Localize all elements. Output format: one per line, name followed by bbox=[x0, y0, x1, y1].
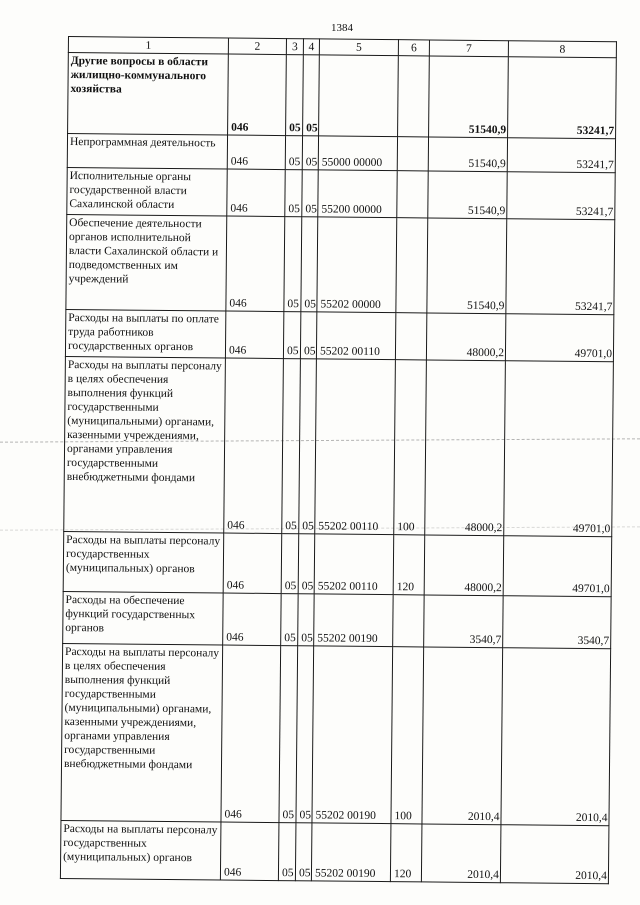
row-name: Расходы на обеспечение функций государственных органов bbox=[63, 591, 223, 645]
admin-code: 046 bbox=[223, 593, 281, 646]
expense-type-code bbox=[395, 313, 426, 360]
section-code: 05 bbox=[282, 359, 301, 534]
table-row bbox=[66, 214, 615, 314]
amount-year-2: 53241,7 bbox=[507, 172, 615, 220]
amount-year-1: 3540,7 bbox=[424, 595, 503, 648]
table-row bbox=[61, 643, 611, 825]
admin-code: 046 bbox=[225, 311, 283, 359]
amount-year-2: 3540,7 bbox=[503, 596, 611, 649]
section-code: 05 bbox=[281, 534, 299, 594]
expense-type-code bbox=[396, 218, 428, 313]
amount-year-1: 48000,2 bbox=[425, 360, 506, 536]
section-code: 05 bbox=[285, 170, 302, 217]
target-item-code: 55000 00000 bbox=[318, 136, 397, 171]
admin-code: 046 bbox=[226, 216, 285, 312]
section-code: 05 bbox=[285, 136, 302, 170]
column-header: 3 bbox=[286, 39, 303, 55]
column-header: 5 bbox=[319, 39, 398, 56]
table-row bbox=[67, 134, 615, 173]
amount-year-1: 51540,9 bbox=[428, 171, 507, 219]
row-name: Непрограммная деятельность bbox=[67, 134, 227, 170]
amount-year-2: 49701,0 bbox=[505, 314, 613, 362]
target-item-code: 55202 00110 bbox=[314, 534, 394, 595]
table-row bbox=[67, 167, 615, 219]
section-code: 05 bbox=[281, 594, 298, 646]
table-body bbox=[60, 53, 616, 884]
section-code: 05 bbox=[279, 646, 298, 823]
amount-year-1: 51540,9 bbox=[428, 137, 507, 172]
target-item-code: 55202 00190 bbox=[311, 823, 391, 882]
admin-code: 046 bbox=[227, 169, 285, 217]
row-name: Расходы на выплаты персоналу в целях обеспечения выполнения функций государственными (муниципальными) органами, казенными учреждениями, органами управления государственными внебюджетными фондами bbox=[64, 356, 226, 533]
amount-year-2: 49701,0 bbox=[503, 536, 612, 597]
amount-year-2: 53241,7 bbox=[506, 219, 615, 315]
amount-year-2: 49701,0 bbox=[504, 361, 614, 537]
row-name: Обеспечение деятельности органов исполнительной власти Сахалинской области и подведомственных им учреждений bbox=[66, 214, 227, 311]
column-header: 7 bbox=[429, 40, 508, 57]
target-item-code: 55202 00110 bbox=[315, 359, 396, 535]
row-name: Расходы на выплаты персоналу государственных (муниципальных) органов bbox=[63, 531, 224, 593]
table-row bbox=[63, 531, 612, 596]
expense-type-code bbox=[397, 171, 428, 218]
amount-year-2: 53241,7 bbox=[507, 138, 615, 173]
target-item-code: 55202 00000 bbox=[317, 217, 397, 313]
subsection-code: 05 bbox=[298, 534, 315, 594]
target-item-code: 55202 00190 bbox=[314, 594, 393, 647]
section-code: 05 bbox=[286, 55, 304, 136]
amount-year-1: 2010,4 bbox=[422, 647, 503, 825]
expense-type-code: 120 bbox=[390, 824, 422, 882]
admin-code: 046 bbox=[228, 54, 287, 136]
row-name: Исполнительные органы государственной власти Сахалинской области bbox=[67, 167, 227, 216]
subsection-code: 05 bbox=[296, 646, 314, 823]
subsection-code: 05 bbox=[300, 312, 316, 359]
column-header: 8 bbox=[508, 41, 616, 58]
column-header: 6 bbox=[398, 40, 429, 56]
subsection-code: 05 bbox=[295, 823, 312, 881]
target-item-code bbox=[319, 55, 399, 137]
amount-year-2: 2010,4 bbox=[501, 648, 611, 826]
table-row bbox=[68, 53, 617, 139]
column-header: 2 bbox=[228, 38, 286, 55]
section-code: 05 bbox=[283, 312, 300, 359]
expense-type-code bbox=[393, 595, 424, 647]
amount-year-1: 51540,9 bbox=[427, 218, 507, 314]
row-name: Другие вопросы в области жилищно-коммунального хозяйства bbox=[68, 53, 229, 136]
subsection-code: 05 bbox=[303, 55, 320, 136]
expense-type-code: 100 bbox=[394, 360, 427, 535]
column-header: 4 bbox=[303, 39, 319, 55]
amount-year-2: 2010,4 bbox=[500, 825, 609, 884]
admin-code: 046 bbox=[223, 533, 282, 594]
amount-year-1: 2010,4 bbox=[421, 824, 501, 883]
page-number: 1384 bbox=[331, 22, 353, 34]
subsection-code: 05 bbox=[299, 359, 317, 534]
table-row bbox=[63, 591, 611, 648]
section-code: 05 bbox=[278, 823, 296, 881]
admin-code: 046 bbox=[227, 135, 285, 170]
budget-table bbox=[60, 36, 617, 884]
table-row bbox=[60, 820, 609, 883]
column-header: 1 bbox=[68, 37, 228, 55]
table-row bbox=[65, 309, 613, 361]
amount-year-1: 48000,2 bbox=[426, 313, 505, 361]
subsection-code: 05 bbox=[298, 594, 314, 646]
target-item-code: 55202 00190 bbox=[312, 646, 393, 824]
expense-type-code: 100 bbox=[391, 647, 424, 824]
subsection-code: 05 bbox=[302, 136, 318, 170]
target-item-code: 55200 00000 bbox=[318, 170, 397, 218]
target-item-code: 55202 00110 bbox=[316, 312, 395, 360]
budget-table-container bbox=[60, 36, 616, 884]
admin-code: 046 bbox=[221, 645, 281, 823]
subsection-code: 05 bbox=[302, 170, 318, 217]
expense-type-code bbox=[398, 56, 430, 137]
row-name: Расходы на выплаты по оплате труда работников государственных органов bbox=[65, 309, 225, 358]
admin-code: 046 bbox=[220, 822, 279, 881]
expense-type-code bbox=[397, 137, 428, 171]
row-name: Расходы на выплаты персоналу в целях обеспечения выполнения функций государственными (муниципальными) органами, казенными учреждениями, органами управления государственными внебюджетными фондами bbox=[61, 643, 223, 822]
expense-type-code: 120 bbox=[393, 535, 425, 595]
amount-year-1: 48000,2 bbox=[424, 535, 504, 596]
amount-year-1: 51540,9 bbox=[429, 56, 509, 138]
row-name: Расходы на выплаты персоналу государственных (муниципальных) органов bbox=[60, 820, 221, 880]
section-code: 05 bbox=[284, 217, 302, 312]
table-row bbox=[64, 356, 614, 536]
amount-year-2: 53241,7 bbox=[508, 57, 617, 139]
subsection-code: 05 bbox=[301, 217, 318, 312]
admin-code: 046 bbox=[224, 358, 284, 534]
